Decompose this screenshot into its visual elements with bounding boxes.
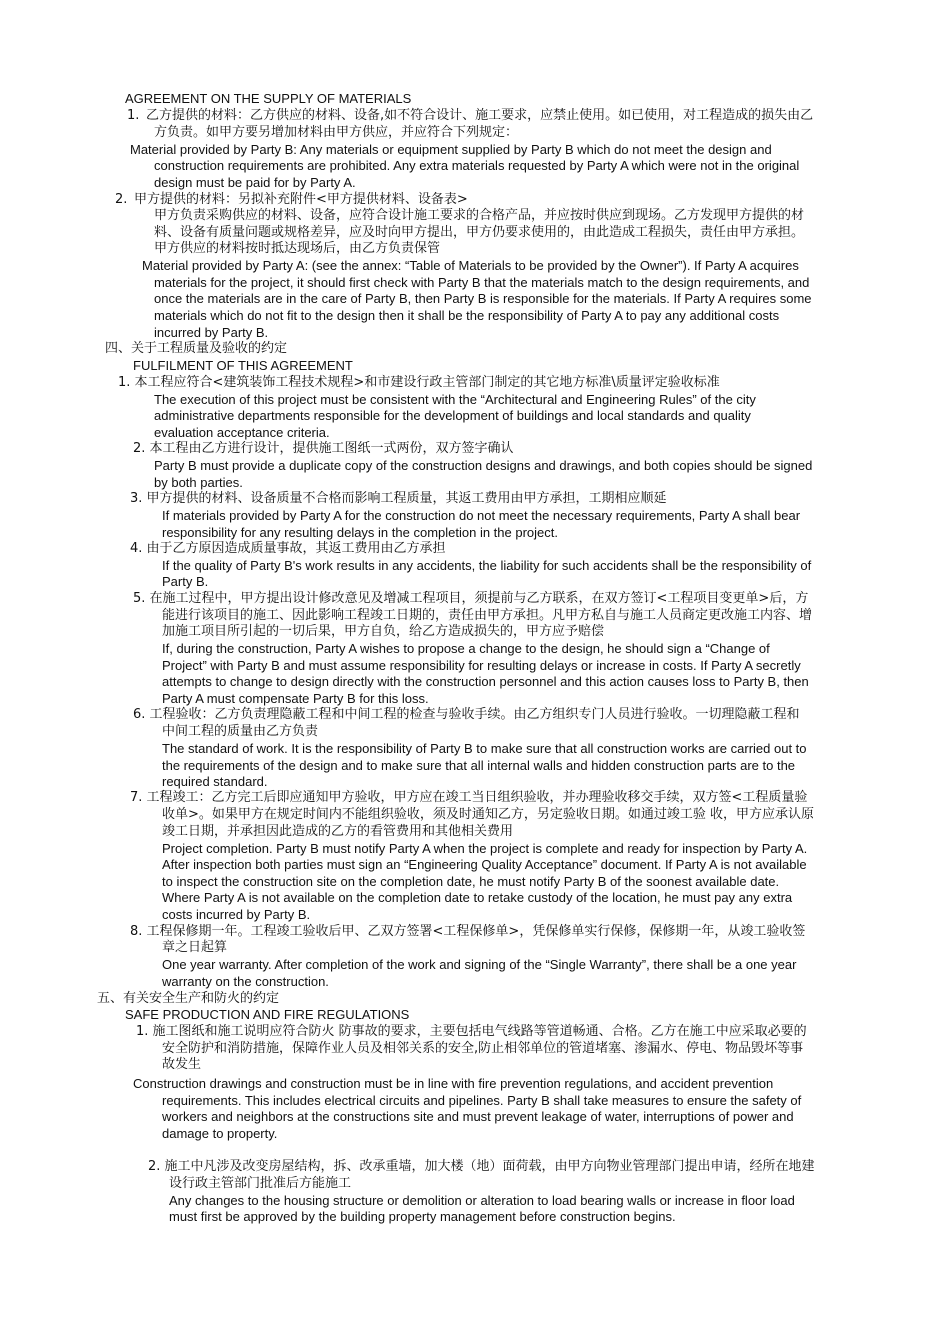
s3-item1-cn-line1: 乙方提供的材料：乙方供应的材料、设备,如不符合设计、施工要求，应禁止使用。如已使用，对工程造成的损失由乙 <box>146 108 814 123</box>
s4-item5-cn-line1: 5. 在施工过程中，甲方提出设计修改意见及增减工程项目，须提前与乙方联系，在双方签订<工程项目变更单>后，方 <box>133 591 809 606</box>
s4-item8-en-line1: One year warranty. After completion of the work and signing of the “Single Warranty”, there shall be a one year <box>162 957 797 972</box>
s4-item2-cn: 2. 本工程由乙方进行设计，提供施工图纸一式两份，双方签字确认 <box>133 441 514 456</box>
section-3-heading-en: AGREEMENT ON THE SUPPLY OF MATERIALS <box>125 91 412 106</box>
s3-item2-en-line3: once the materials are in the care of Party B, then Party B is responsible for the materials. If Party A requires some <box>154 291 812 306</box>
s3-item2-en-line1: Material provided by Party A: (see the annex: “Table of Materials to be provided by the Owner”). If Party A acquires <box>142 258 799 273</box>
s4-item6-en-line1: The standard of work. It is the responsibility of Party B to make sure that all construction works are carried out to <box>162 741 807 756</box>
s4-item7-en-line5: costs incurred by Party B. <box>162 907 311 922</box>
s4-item8-en-line2: warranty on the construction. <box>162 974 329 989</box>
s5-item2-en-line2: must first be approved by the building property management before construction begins. <box>169 1209 676 1224</box>
s4-item7-cn-line1: 7. 工程竣工：乙方完工后即应通知甲方验收，甲方应在竣工当日组织验收，并办理验收移交手续，双方签<工程质量验 <box>130 790 808 805</box>
s4-item5-en-line1: If, during the construction, Party A wishes to propose a change to the design, he should sign a “Change of <box>162 641 770 656</box>
s3-item2-number: 2. <box>115 192 128 207</box>
s5-item1-en-line2: requirements. This includes electrical circuits and pipelines. Party B shall take measures to ensure the safety of <box>162 1093 802 1108</box>
s4-item5-cn-line2: 能进行该项目的施工、因此影响工程竣工日期的，责任由甲方承担。凡甲方私自与施工人员商定更改施工内容、增 <box>162 608 813 623</box>
s4-item7-cn-line3: 竣工日期，并承担因此造成的乙方的看管费用和其他相关费用 <box>162 824 514 839</box>
s3-item2-cn-line3: 料、设备有质量问题或规格差异，应及时向甲方提出，甲方仍要求使用的，由此造成工程损失，责任由甲方承担。 <box>154 225 805 240</box>
section-5-heading-en: SAFE PRODUCTION AND FIRE REGULATIONS <box>125 1007 410 1022</box>
section-4-heading-en: FULFILMENT OF THIS AGREEMENT <box>133 358 353 373</box>
s5-item1-cn-line3: 故发生 <box>162 1057 202 1072</box>
s4-item7-en-line3: to inspect the construction site on the completion date, he must notify Party B of the soonest available date. <box>162 874 780 889</box>
s5-item1-cn-line1: 1. 施工图纸和施工说明应符合防火 防事故的要求，主要包括电气线路等管道畅通、合格。乙方在施工中应采取必要的 <box>136 1024 807 1039</box>
s3-item2-cn-line4: 甲方供应的材料按时抵达现场后，由乙方负责保管 <box>154 241 441 256</box>
s4-item4-en-line2: Party B. <box>162 574 209 589</box>
s4-item6-en-line2: the requirements of the design and to make sure that all internal walls and hidden construction parts are to the <box>162 758 796 773</box>
s4-item7-en-line1: Project completion. Party B must notify Party A when the project is complete and ready for inspection by Party A. <box>162 841 808 856</box>
s3-item1-cn-line2: 方负责。如甲方要另增加材料由甲方供应，并应符合下列规定： <box>154 125 519 140</box>
s4-item5-en-line4: Party A must compensate Party B for this loss. <box>162 691 429 706</box>
s3-item1-number: 1. <box>127 108 140 123</box>
s4-item3-en-line1: If materials provided by Party A for the construction do not meet the necessary requirements, Party A shall bear <box>162 508 801 523</box>
s5-item2-en-line1: Any changes to the housing structure or demolition or alteration to load bearing walls or increase in floor load <box>169 1193 795 1208</box>
s4-item1-cn: 1. 本工程应符合<建筑装饰工程技术规程>和市建设行政主管部门制定的其它地方标准\质量评定验收标准 <box>118 375 720 390</box>
s3-item2-cn-line1: 甲方提供的材料：另拟补充附件<甲方提供材料、设备表> <box>134 192 468 207</box>
s4-item1-en-line1: The execution of this project must be consistent with the “Architectural and Engineering Rules” of the city <box>154 392 756 407</box>
s4-item5-en-line2: Project” with Party B and must assume responsibility for resulting delays or increase in costs. If Party A secretly <box>162 658 801 673</box>
s4-item8-cn-line1: 8. 工程保修期一年。工程竣工验收后甲、乙双方签署<工程保修单>，凭保修单实行保修，保修期一年，从竣工验收签 <box>130 924 806 939</box>
s4-item7-cn-line2: 收单>。如果甲方在规定时间内不能组织验收，须及时通知乙方，另定验收日期。如通过竣工验 收，甲方应承认原 <box>162 807 815 822</box>
s3-item2-en-line5: incurred by Party B. <box>154 325 269 340</box>
s4-item1-en-line2: administrative departments responsible for the development of buildings and local standards and quality <box>154 408 751 423</box>
s4-item6-en-line3: required standard. <box>162 774 268 789</box>
s4-item4-cn: 4. 由于乙方原因造成质量事故，其返工费用由乙方承担 <box>130 541 446 556</box>
s5-item1-en-line4: damage to property. <box>162 1126 278 1141</box>
s4-item7-en-line2: After inspection both parties must sign an “Engineering Quality Acceptance” document. If Party A is not available <box>162 857 807 872</box>
s4-item5-cn-line3: 加施工项目所引起的一切后果，甲方自负，给乙方造成损失的，甲方应予赔偿 <box>162 624 605 639</box>
s3-item1-en-line3: design must be paid for by Party A. <box>154 175 356 190</box>
s4-item6-cn-line1: 6. 工程验收：乙方负责理隐蔽工程和中间工程的检查与验收手续。由乙方组织专门人员进行验收。一切理隐蔽工程和 <box>133 707 800 722</box>
s3-item2-en-line4: materials which do not fit to the design then it shall be the responsibility of Party A to pay any additional costs <box>154 308 780 323</box>
s4-item5-en-line3: attempts to change to design directly with the construction personnel and this action causes loss to Party B, then <box>162 674 809 689</box>
s5-item1-en-line3: workers and neighbors at the constructions site and must prevent leakage of water, interruptions of power and <box>162 1109 794 1124</box>
s4-item2-en-line2: by both parties. <box>154 475 243 490</box>
s4-item1-en-line3: evaluation acceptance criteria. <box>154 425 330 440</box>
s5-item2-cn-line1: 2. 施工中凡涉及改变房屋结构，拆、改承重墙，加大楼（地）面荷载，由甲方向物业管理部门提出申请，经所在地建 <box>148 1159 815 1174</box>
s4-item3-en-line2: responsibility for any resulting delays in the completion in the project. <box>162 525 558 540</box>
s5-item2-cn-line2: 设行政主管部门批准后方能施工 <box>169 1176 352 1191</box>
s5-item1-en-line1: Construction drawings and construction must be in line with fire prevention regulations, and accident prevention <box>133 1076 774 1091</box>
s4-item3-cn: 3. 甲方提供的材料、设备质量不合格而影响工程质量，其返工费用由甲方承担，工期相应顺延 <box>130 491 667 506</box>
s5-item1-cn-line2: 安全防护和消防措施，保障作业人员及相邻关系的安全,防止相邻单位的管道堵塞、渗漏水、停电、物品毁坏等事 <box>162 1041 804 1056</box>
s4-item7-en-line4: Where Party A is not available on the completion date to retake custody of the location, he must pay any extra <box>162 890 793 905</box>
section-4-heading-cn: 四、关于工程质量及验收的约定 <box>105 341 288 356</box>
s4-item2-en-line1: Party B must provide a duplicate copy of the construction designs and drawings, and both copies should be signed <box>154 458 813 473</box>
s3-item1-en-line1: Material provided by Party B: Any materials or equipment supplied by Party B which do not meet the design and <box>130 142 772 157</box>
s3-item2-cn-line2: 甲方负责采购供应的材料、设备，应符合设计施工要求的合格产品，并应按时供应到现场。乙方发现甲方提供的材 <box>154 208 805 223</box>
section-5-heading-cn: 五、有关安全生产和防火的约定 <box>97 991 280 1006</box>
s3-item2-en-line2: materials for the project, it should first check with Party B that the materials match to the design requirements, and <box>154 275 810 290</box>
s4-item4-en-line1: If the quality of Party B's work results in any accidents, the liability for such accidents shall be the responsibility of <box>162 558 812 573</box>
s4-item8-cn-line2: 章之日起算 <box>162 940 228 955</box>
s4-item6-cn-line2: 中间工程的质量由乙方负责 <box>162 724 319 739</box>
s3-item1-en-line2: construction requirements are prohibited. Any extra materials requested by Party A which were not in the original <box>154 158 800 173</box>
